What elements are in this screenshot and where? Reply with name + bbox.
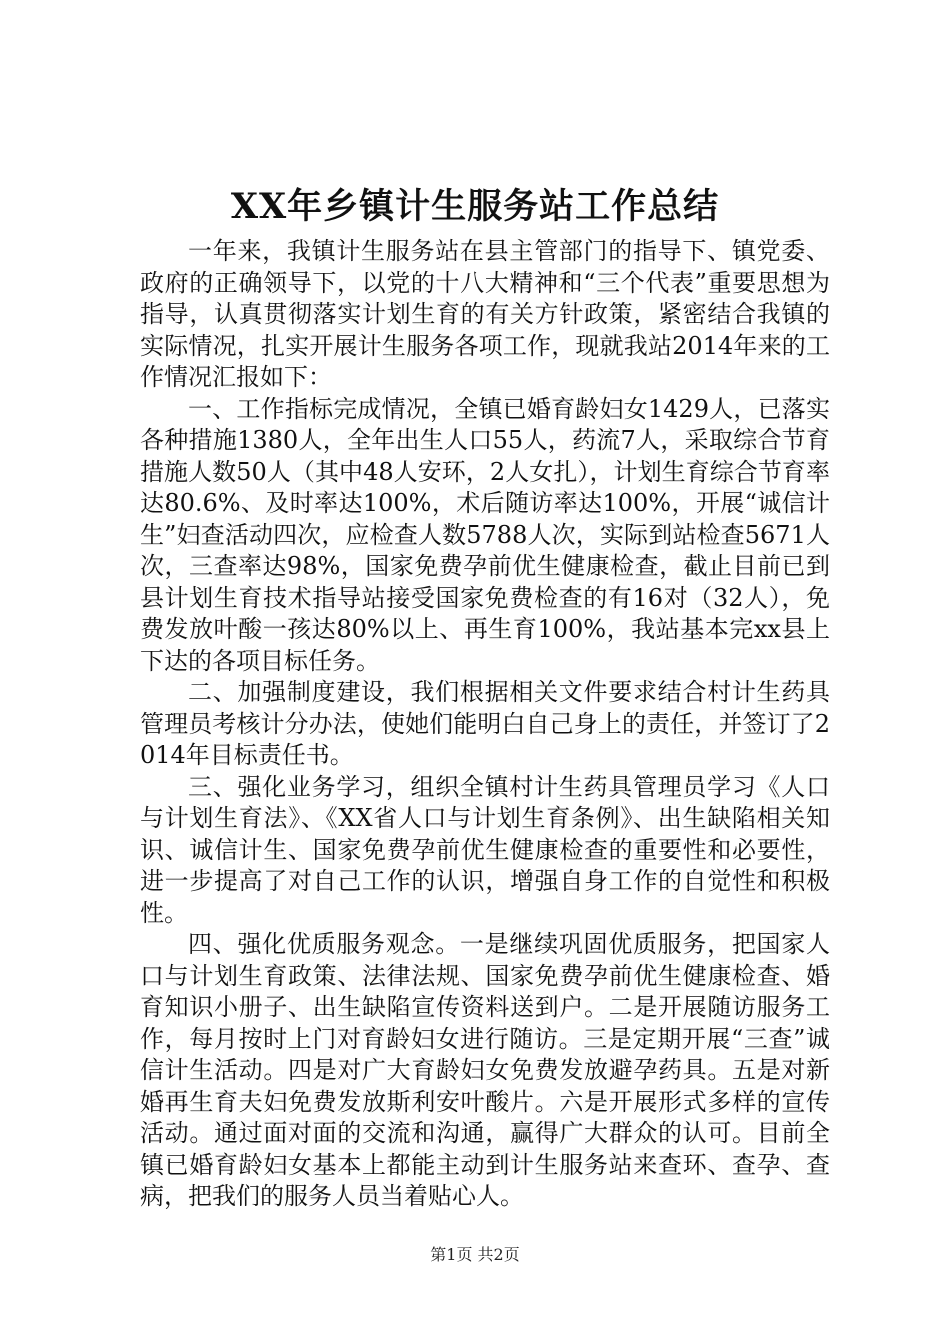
paragraph-intro: 一年来，我镇计生服务站在县主管部门的指导下、镇党委、政府的正确领导下，以党的十八大精神和“三个代表”重要思想为指导，认真贯彻落实计划生育的有关方针政策，紧密结合我镇的实际情况，扎实开展计生服务各项工作，现就我站2014年来的工作情况汇报如下： xyxy=(140,237,830,391)
paragraph-system-building: 二、加强制度建设，我们根据相关文件要求结合村计生药具管理员考核计分办法，使她们能明白自己身上的责任，并签订了2014年目标责任书。 xyxy=(140,678,830,769)
paragraph-work-indicators: 一、工作指标完成情况，全镇已婚育龄妇女1429人，已落实各种措施1380人，全年出生人口55人，药流7人，采取综合节育措施人数50人（其中48人安环，2人女扎），计划生育综合节育率达80.6%、及时率达100%，术后随访率达100%，开展“诚信计生”妇查活动四次，应检查人数5788人次，实际到站检查5671人次，三查率达98%，国家免费孕前优生健康检查，截止目前已到县计划生育技术指导站接受国家免费检查的有16对（32人），免费发放叶酸一孩达80%以上、再生育100%，我站基本完xx县上下达的各项目标任务。 xyxy=(140,394,830,675)
paragraph-business-study: 三、强化业务学习，组织全镇村计生药具管理员学习《人口与计划生育法》、《XX省人口与计划生育条例》、出生缺陷相关知识、诚信计生、国家免费孕前优生健康检查的重要性和必要性，进一步提高了对自己工作的认识，增强自身工作的自觉性和积极性。 xyxy=(140,772,830,927)
document-title: XX年乡镇计生服务站工作总结 xyxy=(230,186,720,227)
document-body xyxy=(140,236,830,1213)
paragraph-quality-service: 四、强化优质服务观念。一是继续巩固优质服务，把国家人口与计划生育政策、法律法规、国家免费孕前优生健康检查、婚育知识小册子、出生缺陷宣传资料送到户。二是开展随访服务工作，每月按时上门对育龄妇女进行随访。三是定期开展“三查”诚信计生活动。四是对广大育龄妇女免费发放避孕药具。五是对新婚再生育夫妇免费发放斯利安叶酸片。六是开展形式多样的宣传活动。通过面对面的交流和沟通，赢得广大群众的认可。目前全镇已婚育龄妇女基本上都能主动到计生服务站来查环、查孕、查病，把我们的服务人员当着贴心人。 xyxy=(140,930,830,1210)
page-number-footer: 第1页 共2页 xyxy=(430,1245,520,1264)
